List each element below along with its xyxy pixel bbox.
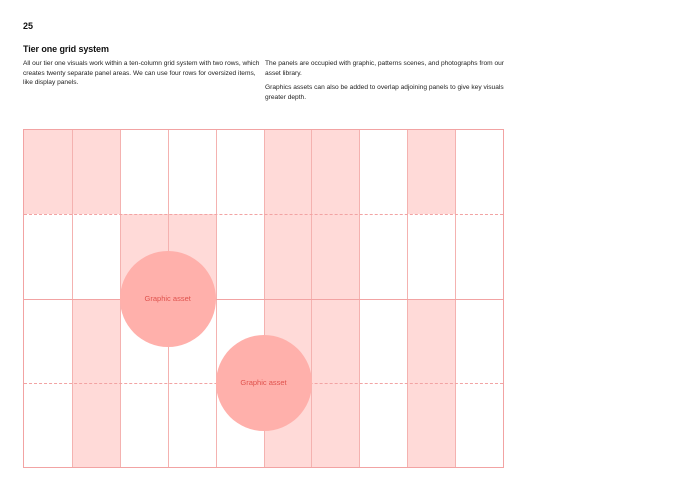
- graphic-asset-circle: Graphic asset: [120, 251, 216, 347]
- grid-panel-filled: [407, 299, 455, 383]
- overlap-paragraph: Graphics assets can also be added to overlap adjoining panels to give key visuals greater depth.: [265, 84, 504, 101]
- grid-panel-filled: [24, 130, 72, 214]
- grid-panel-filled: [311, 299, 359, 383]
- graphic-asset-circle: Graphic asset: [216, 335, 312, 431]
- grid-panel-filled: [311, 383, 359, 467]
- grid-panel-filled: [72, 383, 120, 467]
- grid-panel-filled: [264, 130, 312, 214]
- grid-row-line: [24, 299, 503, 300]
- grid-panel-filled: [72, 130, 120, 214]
- grid-panel-filled: [264, 214, 312, 298]
- grid-panel-filled: [311, 214, 359, 298]
- ten-column-grid: [23, 129, 504, 468]
- grid-panel-filled: [311, 130, 359, 214]
- page-number: 25: [23, 21, 34, 31]
- page-title: Tier one grid system: [23, 44, 109, 54]
- grid-subrow-line: [24, 214, 503, 215]
- panels-paragraph: The panels are occupied with graphic, patterns scenes, and photographs from our asset library.: [265, 60, 504, 77]
- grid-panel-filled: [72, 299, 120, 383]
- intro-paragraph: All our tier one visuals work within a ten-column grid system with two rows, which creates twenty separate panel areas. We can use four rows for oversized items, like display panels.: [23, 60, 260, 87]
- grid-panel-filled: [407, 130, 455, 214]
- grid-panel-filled: [407, 383, 455, 467]
